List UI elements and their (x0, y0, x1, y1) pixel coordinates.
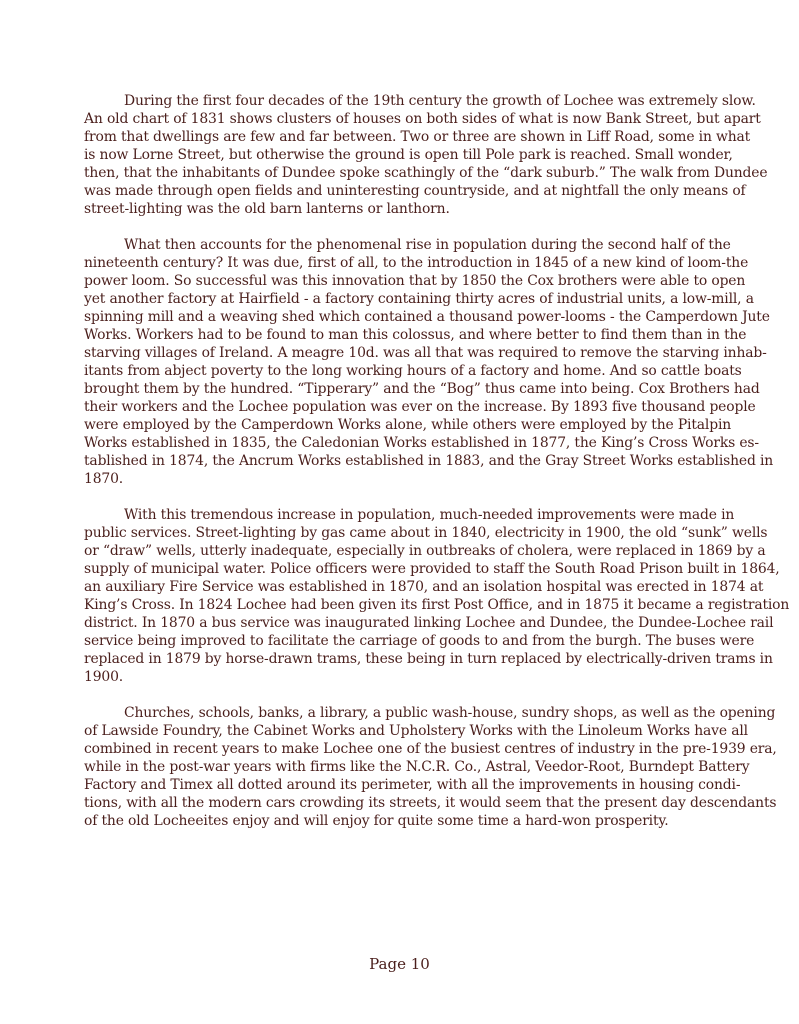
paragraph-1 (84, 92, 768, 218)
text-line: is now Lorne Street, but otherwise the ground is open till Pole park is reached. Small wonder, (84, 147, 733, 163)
text-line: With this tremendous increase in population, much-needed improvements were made in (124, 507, 735, 523)
text-line: supply of municipal water. Police officers were provided to staff the South Road Prison built in 1864, (84, 561, 780, 577)
text-line: brought them by the hundred. “Tipperary” and the “Bog” thus came into being. Cox Brothers had (84, 381, 760, 397)
page-number: Page 10 (369, 955, 430, 973)
text-line: Works. Workers had to be found to man this colossus, and where better to find them than in the (84, 327, 747, 343)
text-line: combined in recent years to make Lochee one of the busiest centres of industry in the pre-1939 era, (84, 741, 777, 757)
text-line: then, that the inhabitants of Dundee spoke scathingly of the “dark suburb.” The walk from Dundee (84, 165, 768, 181)
text-line: were employed by the Camperdown Works alone, while others were employed by the Pitalpin (84, 417, 732, 433)
text-line: or “draw” wells, utterly inadequate, especially in outbreaks of cholera, were replaced in 1869 by a (84, 543, 766, 559)
body-text (84, 92, 790, 830)
text-line: while in the post-war years with firms like the N.C.R. Co., Astral, Veedor-Root, Burndept Battery (84, 759, 750, 775)
text-line: Works established in 1835, the Caledonian Works established in 1877, the King’s Cross Works es- (84, 435, 759, 451)
text-line: from that dwellings are few and far between. Two or three are shown in Liff Road, some in what (84, 129, 751, 145)
text-line: nineteenth century? It was due, first of all, to the introduction in 1845 of a new kind of loom-the (84, 255, 749, 271)
text-line: public services. Street-lighting by gas came about in 1840, electricity in 1900, the old “sunk” wells (84, 525, 768, 541)
text-line: tablished in 1874, the Ancrum Works established in 1883, and the Gray Street Works established in (84, 453, 774, 469)
text-line: of Lawside Foundry, the Cabinet Works and Upholstery Works with the Linoleum Works have all (84, 723, 748, 739)
text-line: What then accounts for the phenomenal rise in population during the second half of the (124, 237, 731, 253)
text-line: tions, with all the modern cars crowding its streets, it would seem that the present day descendants (84, 795, 777, 811)
text-line: replaced in 1879 by horse-drawn trams, these being in turn replaced by electrically-driven trams in (84, 651, 773, 667)
text-line: During the first four decades of the 19th century the growth of Lochee was extremely slow. (124, 93, 756, 109)
text-line: Churches, schools, banks, a library, a public wash-house, sundry shops, as well as the opening (124, 705, 776, 721)
text-line: King’s Cross. In 1824 Lochee had been given its first Post Office, and in 1875 it became a registration (84, 597, 790, 613)
text-line: 1900. (84, 669, 124, 685)
text-line: was made through open fields and uninteresting countryside, and at nightfall the only means of (84, 183, 746, 199)
text-line: An old chart of 1831 shows clusters of houses on both sides of what is now Bank Street, but apart (84, 111, 761, 127)
paragraph-gap (84, 488, 716, 506)
text-line: district. In 1870 a bus service was inaugurated linking Lochee and Dundee, the Dundee-Lochee rail (84, 615, 774, 631)
text-line: 1870. (84, 471, 124, 487)
text-line: itants from abject poverty to the long working hours of a factory and home. And so cattle boats (84, 363, 742, 379)
text-line: starving villages of Ireland. A meagre 10d. was all that was required to remove the starving inhab- (84, 345, 767, 361)
text-line: street-lighting was the old barn lanterns or lanthorn. (84, 201, 450, 217)
text-line: power loom. So successful was this innovation that by 1850 the Cox brothers were able to open (84, 273, 746, 289)
paragraph-3 (84, 506, 790, 686)
paragraph-gap (84, 218, 716, 236)
text-line: spinning mill and a weaving shed which contained a thousand power-looms - the Camperdown Jute (84, 309, 770, 325)
text-line: yet another factory at Hairfield - a factory containing thirty acres of industrial units, a low-mill, a (84, 291, 754, 307)
text-line: Factory and Timex all dotted around its perimeter, with all the improvements in housing condi- (84, 777, 741, 793)
paragraph-4 (84, 704, 777, 830)
paragraph-2 (84, 236, 774, 488)
text-line: an auxiliary Fire Service was established in 1870, and an isolation hospital was erected in 1874 at (84, 579, 764, 595)
text-line: service being improved to facilitate the carriage of goods to and from the burgh. The buses were (84, 633, 755, 649)
paragraph-gap (84, 686, 716, 704)
text-line: their workers and the Lochee population was ever on the increase. By 1893 five thousand people (84, 399, 756, 415)
text-line: of the old Locheeites enjoy and will enjoy for quite some time a hard-won prosperity. (84, 813, 669, 829)
